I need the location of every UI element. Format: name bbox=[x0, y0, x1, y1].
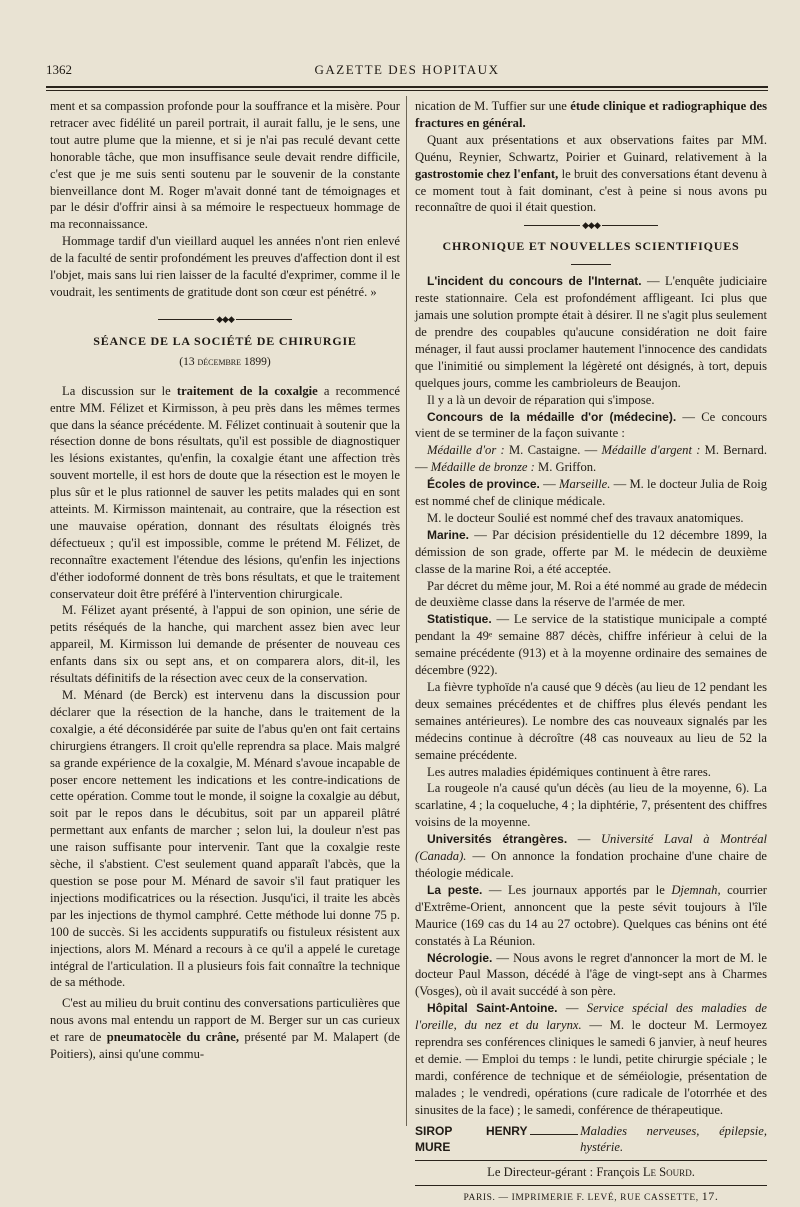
news-item-universites: Universités étrangères. — Université Laval à Montréal (Canada). — On annonce la fondation prochaine d'une chaire de théologie médicale. bbox=[415, 832, 768, 880]
section-date: (13 décembre 1899) bbox=[179, 355, 271, 368]
section-ornament: ◆◆◆ bbox=[415, 216, 767, 234]
sirop-advert bbox=[415, 1123, 767, 1157]
news-item-medaille: Concours de la médaille d'or (médecine). — Ce concours vient de se terminer de la façon suivante : bbox=[415, 409, 767, 441]
article-paragraph: M. Ménard (de Berck) est intervenu dans la discussion pour déclarer que la résection de la hanche, dans le traitement de la coxalgie, a été déconsidérée par suite de l'abus qu'en ont fait certains chirurgiens étrangers. Il croit qu'elle reprendra sa place. Mais malgré sa grande expérience de la coxalgie, M. Ménard s'avoue incapable de poser encore nettement les indications et les contre-indications de cette opération. Comme tout le monde, il soigne la coxalgie au début, soit par le repos dans le décubitus, soit par un appareil plâtré permettant aux enfants de marcher ; selon lui, la douleur n'est pas une raison suffisante pour intervenir. Tant que la coxalgie reste sèche, il s'abstient. C'est seulement quand apparaît l'abcès, que la question se pose pour M. Ménard de savoir s'il faut pratiquer les injections modificatrices ou la résection. Jusqu'ici, il traite les abcès par les injections de thymol camphré. Cette méthode lui donne 75 p. 100 de succès. Si les accidents suppuratifs ou fistuleux résistent aux injections, alors M. Ménard a recours à ce qu'il a appelé le curetage intégral de l'articulation. Il a plusieurs fois fait connaître la technique de sa méthode. bbox=[50, 688, 400, 990]
section-title-societe: SÉANCE DE LA SOCIÉTÉ DE CHIRURGIE bbox=[93, 333, 357, 348]
intro-paragraph-1: ment et sa compassion profonde pour la souffrance et la misère. Pour retracer avec fidélité un pareil portrait, il aurait fallu, je le sens, une tout autre plume que la mienne, et si je n'ai pas reculé devant cette honorable tâche, que mon insuffisance seule devait rendre difficile, c'est que je me suis senti soutenu par le souvenir de la constante bienveillance dont M. Roger m'avait donné tant de témoignages et par le désir d'offrir ainsi à sa mémoire le respectueux hommage de ma reconnaissance. bbox=[50, 99, 400, 232]
news-item-text: La rougeole n'a causé qu'un décès (au lieu de la moyenne, 6). La scarlatine, 4 ; la coqueluche, 4 ; la diphtérie, 7, présentent des chiffres voisins de la moyenne. bbox=[415, 781, 767, 830]
article-paragraph: Quant aux présentations et aux observations faites par MM. Quénu, Reynier, Schwartz, Poirier et Guinard, relativement à la gastrostomie chez l'enfant, le bruit des conversations étant devenu à ce moment tout à fait dominant, c'est à peine si nous avons pu reconnaître de quoi il était question. bbox=[415, 132, 767, 215]
news-item-statistique: Statistique. — Le service de la statistique municipale a compté pendant la 49ᵉ semaine 887 décès, chiffre inférieur à celui de la semaine précédente (913) et à la moyenne ordinaire des semaines de décembre (922). bbox=[415, 612, 767, 678]
article-paragraph: C'est au milieu du bruit continu des conversations particulières que nous avons mal entendu un rapport de M. Berger sur un cas curieux et rare de pneumatocèle du crâne, présenté par M. Malapert (de Poitiers), ainsi qu'une commu- bbox=[50, 996, 400, 1062]
news-item-internat: L'incident du concours de l'Internat. — L'enquête judiciaire reste stationnaire. Cela est profondément affligeant. Ici plus que jamais une solution prompte était à désirer. Il ne s'agit plus seulement de prendre des coupables qu'aucune considération ne doit faire ménager, il faut aussi proclamer hautement l'innocence des candidats que l'inimitié ou simplement la légèreté ont désignés, à tort, depuis quelques jours, comme les cambrioleurs de Beaujon. bbox=[415, 274, 767, 390]
left-column bbox=[50, 98, 400, 1063]
header-rule bbox=[46, 86, 768, 91]
running-head bbox=[46, 62, 768, 82]
news-item-medaille-list: Médaille d'or : M. Castaigne. — Médaille d'argent : M. Bernard. — Médaille de bronze : M. Griffon. bbox=[415, 443, 767, 475]
news-item-text: Il y a là un devoir de réparation qui s'impose. bbox=[427, 392, 655, 407]
news-item-ecoles: Écoles de province. — Marseille. — M. le docteur Julia de Roig est nommé chef de clinique médicale. bbox=[415, 477, 768, 509]
news-item-text: Par décret du même jour, M. Roi a été nommé au grade de médecin de deuxième classe dans la réserve de l'armée de mer. bbox=[415, 578, 767, 610]
news-item-marine: Marine. — Par décision présidentielle du 12 décembre 1899, la démission de son grade, offerte par M. le médecin de deuxième classe de la marine Roi, a été acceptée. bbox=[415, 527, 767, 576]
journal-title: GAZETTE DES HOPITAUX bbox=[314, 62, 500, 77]
article-paragraph: La discussion sur le traitement de la coxalgie a recommencé entre MM. Félizet et Kirmisson, à peu près dans les mêmes termes que dans la séance précédente. M. Félizet continuait à soutenir que la résection donne de bons résultats, qu'il est possible de diagnostiquer les lésions existantes, qu'enfin, la coxalgie étant une affection très souvent mortelle, il est hors de doute que la résection est le moyen le plus sûr et le plus rationnel de sauver les petits malades qui en sont atteints. M. Kirmisson maintenait, au contraire, que la résection est une mauvaise opération, donnant des résultats éloignés très défectueux ; qu'il est impossible, comme le prétend M. Félizet, de reconnaître exactement l'étendue des lésions, qu'enfin les injections d'éther iodoformé donnent de très bons résultats, et que le traitement conservateur doit être préféré à l'intervention chirurgicale. bbox=[50, 383, 401, 601]
sirop-name: SIROP HENRY MURE bbox=[415, 1123, 528, 1155]
article-paragraph: M. Félizet ayant présenté, à l'appui de son opinion, une série de petits réséqués de la hanche, qui marchent assez bien avec leur appareil, M. Kirmisson lui demande de présenter de nouveau ces enfants dans six ou sept ans, et on comparera alors, dit-il, les résultats définitifs de la résection avec ceux de la conservation. bbox=[50, 603, 400, 686]
director-line: Le Directeur-gérant : François Le Sourd. bbox=[487, 1165, 695, 1180]
news-item-peste: La peste. — Les journaux apportés par le Djemnah, courrier d'Extrême-Orient, annoncent que la peste sévit toujours à l'île Maurice (169 cas du 14 au 27 octobre). Quelques cas bénins ont été constatés à La Réunion. bbox=[415, 882, 767, 948]
news-item-text: M. le docteur Soulié est nommé chef des travaux anatomiques. bbox=[427, 510, 744, 525]
footer-rule bbox=[415, 1185, 767, 1186]
section-title-chronique: CHRONIQUE ET NOUVELLES SCIENTIFIQUES bbox=[442, 239, 740, 254]
intro-paragraph-2: Hommage tardif d'un vieillard auquel les années n'ont rien enlevé de la faculté de sentir profondément les preuves d'affection dont il est l'objet, mais sans lui rien laisser de la faculté d'exprimer, comme il le voudrait, les sentiments de gratitude dont son cœur est pénétré. » bbox=[50, 234, 400, 299]
imprint-line: PARIS. — IMPRIMERIE F. LEVÉ, RUE CASSETTE, 17. bbox=[463, 1189, 719, 1204]
column-divider bbox=[406, 96, 407, 1126]
article-paragraph: nication de M. Tuffier sur une étude clinique et radiographique des fractures en général. bbox=[415, 99, 768, 130]
section-rule bbox=[415, 255, 767, 273]
news-item-hopital: Hôpital Saint-Antoine. — Service spécial des maladies de l'oreille, du nez et du larynx. — M. le docteur M. Lermoyez reprendra ses conférences cliniques le samedi 6 janvier, à neuf heures et demie. — Emploi du temps : le lundi, petite chirurgie spéciale ; le mardi, conférence de technique et de séméiologie, présentation de malades ; le vendredi, opérations (cure radicale de l'otorrhée et des sinusites de la face) ; le samedi, conférence de thérapeutique. bbox=[415, 1001, 767, 1117]
news-item-text: La fièvre typhoïde n'a causé que 9 décès (au lieu de 12 pendant les deux semaines précédentes et de chiffres plus élevés pendant les semaines antérieures). Le nombre des cas nouveaux signalés par les médecins continue à décroître (48 cas nouveaux au lieu de 52 la semaine précédente. bbox=[415, 680, 767, 762]
section-ornament: ◆◆◆ bbox=[50, 311, 400, 329]
right-column bbox=[415, 98, 767, 1207]
news-item-necrologie: Nécrologie. — Nous avons le regret d'annoncer la mort de M. le docteur Paul Masson, décédé à l'âge de vingt-sept ans à Charmes (Vosges), où il avait succédé à son père. bbox=[415, 950, 767, 999]
page-number: 1362 bbox=[46, 62, 72, 77]
news-item-text: Les autres maladies épidémiques continuent à être rares. bbox=[427, 764, 711, 779]
sirop-tagline: Maladies nerveuses, épilepsie, hystérie. bbox=[580, 1123, 767, 1155]
